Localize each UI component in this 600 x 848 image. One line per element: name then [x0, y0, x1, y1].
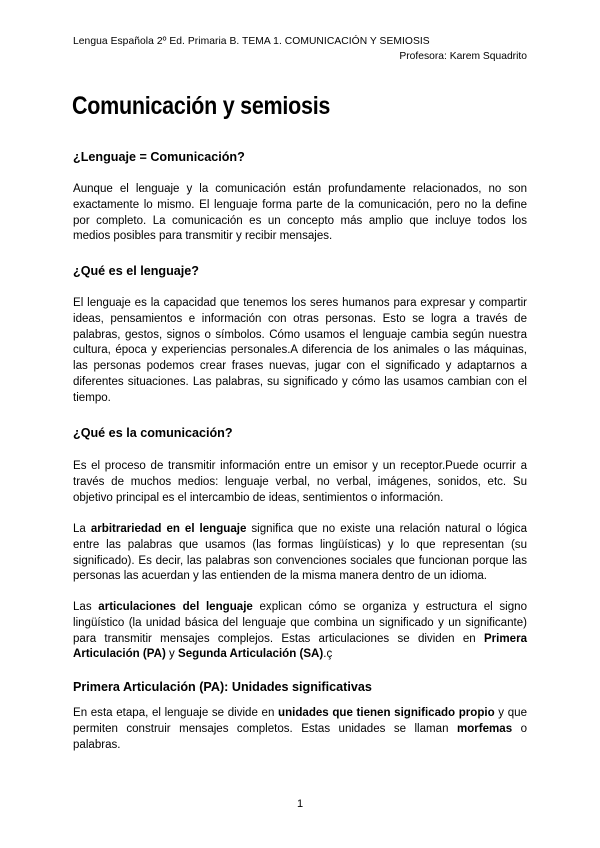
section-heading-que-es-comunicacion: ¿Qué es la comunicación?	[73, 426, 233, 440]
text-run: explican cómo se organiza y estructura el signo lingüístico (la unidad básica del lenguaje que combina un significado y un significante) para transmitir mensajes complejos. Estas articulaciones se dividen en	[73, 601, 527, 645]
page-title: Comunicación y semiosis	[72, 92, 331, 120]
text-run: .ç	[323, 648, 333, 661]
page-number: 1	[296, 798, 304, 810]
section-heading-lenguaje-comunicacion: ¿Lenguaje = Comunicación?	[73, 150, 245, 164]
bold-term-morfemas: morfemas	[456, 722, 513, 735]
paragraph-primera-articulacion	[73, 706, 527, 753]
paragraph-lenguaje-comunicacion: Aunque el lenguaje y la comunicación están profundamente relacionados, no son exactamente lo mismo. El lenguaje forma parte de la comunicación, pero no la define por completo. La comunicación es un concepto más amplio que incluye todos los medios posibles para transmitir y recibir mensajes.	[73, 183, 527, 243]
bold-term-primera-articulacion: Primera Articulación (PA)	[73, 632, 527, 661]
text-run: significa que no existe una relación natural o lógica entre las palabras que usamos (las formas lingüísticas) y lo que representan (su significado). Es decir, las palabras son convenciones sociales que funcionan porque las personas las acuerdan y las entienden de la misma manera dentro de un idioma.	[73, 523, 527, 583]
section-heading-primera-articulacion: Primera Articulación (PA): Unidades significativas	[73, 680, 372, 694]
text-run: La	[73, 523, 91, 535]
bold-term-arbitrariedad: arbitrariedad en el lenguaje	[90, 523, 247, 535]
document-header-course: Lengua Española 2º Ed. Primaria B. TEMA 1. COMUNICACIÓN Y SEMIOSIS	[73, 36, 430, 47]
bold-term-articulaciones: articulaciones del lenguaje	[98, 601, 253, 613]
text-run: y	[165, 648, 179, 661]
text-run: Las	[73, 601, 99, 613]
text-run: En esta etapa, el lenguaje se divide en	[73, 707, 279, 719]
section-heading-que-es-lenguaje: ¿Qué es el lenguaje?	[73, 264, 199, 278]
bold-term-unidades-significado: unidades que tienen significado propio	[278, 707, 495, 719]
paragraph-que-es-lenguaje: El lenguaje es la capacidad que tenemos los seres humanos para expresar y compartir ideas, pensamientos e información con otras personas. Esto se logra a través de palabras, gestos, signos o símbolos. Cómo usamos el lenguaje cambia según nuestra cultura, época y experiencias personales.A diferencia de los animales o las máquinas, las personas podemos crear frases nuevas, jugar con el significado y adaptarnos a diferentes situaciones. Las palabras, su significado y cómo las usamos cambian con el tiempo.	[73, 297, 527, 404]
paragraph-arbitrariedad	[73, 522, 527, 585]
text-run: o palabras.	[73, 722, 528, 751]
paragraph-que-es-comunicacion: Es el proceso de transmitir información entre un emisor y un receptor.Puede ocurrir a través de muchos medios: lenguaje verbal, no verbal, imágenes, sonidos, etc. Su objetivo principal es el intercambio de ideas, sentimientos o información.	[73, 460, 527, 504]
paragraph-articulaciones	[73, 600, 527, 663]
text-run: y que permiten construir mensajes completos. Estas unidades se llaman	[73, 707, 527, 735]
document-header-teacher: Profesora: Karem Squadrito	[399, 51, 527, 62]
bold-term-segunda-articulacion: Segunda Articulación (SA)	[178, 648, 324, 661]
